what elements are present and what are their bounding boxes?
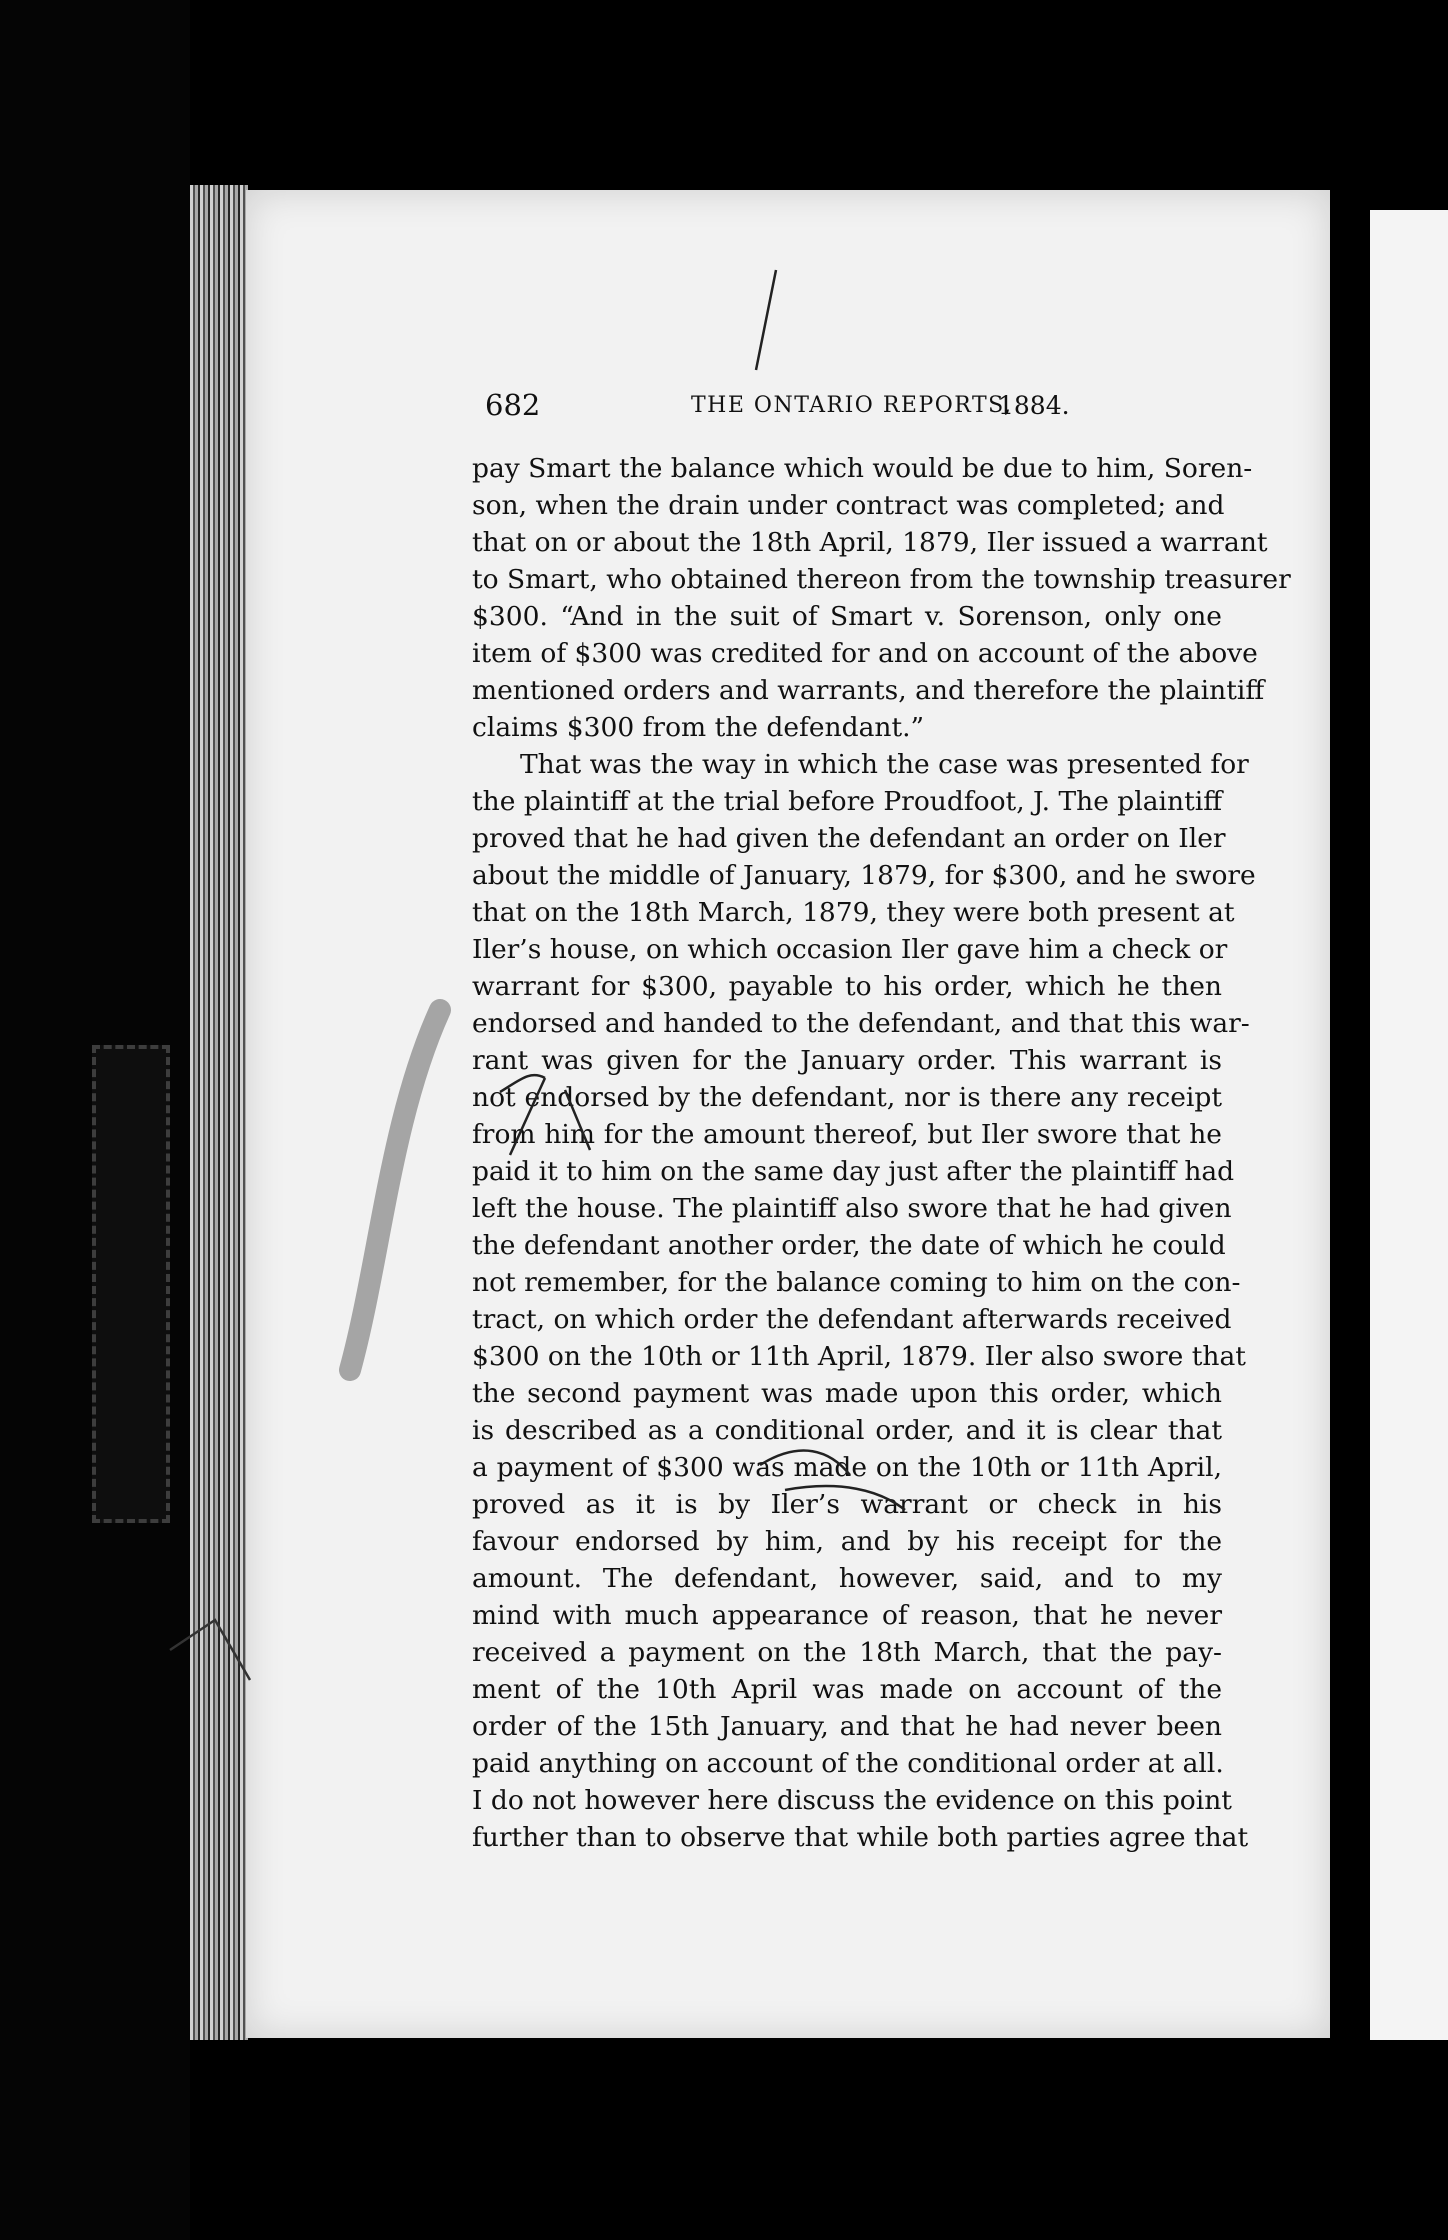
text-line: pay Smart the balance which would be due to him, Soren- [472, 453, 1253, 484]
book-spine-page-edges [190, 185, 248, 2040]
text-line: endorsed and handed to the defendant, and that this war- [472, 1008, 1250, 1039]
text-line: I do not however here discuss the evidence on this point [472, 1785, 1232, 1816]
text-line: not endorsed by the defendant, nor is there any receipt [472, 1082, 1222, 1113]
page-number: 682 [485, 388, 541, 422]
text-line: is described as a conditional order, and it is clear that [472, 1415, 1222, 1446]
text-line: left the house. The plaintiff also swore that he had given [472, 1193, 1232, 1224]
text-line: son, when the drain under contract was completed; and [472, 490, 1225, 521]
text-line: rant was given for the January order. This warrant is [472, 1045, 1222, 1076]
running-year: 1884. [998, 391, 1070, 420]
text-line: $300 on the 10th or 11th April, 1879. Iler also swore that [472, 1341, 1246, 1372]
text-line: proved that he had given the defendant an order on Iler [472, 823, 1226, 854]
text-line: mentioned orders and warrants, and therefore the plaintiff [472, 675, 1265, 706]
text-line: That was the way in which the case was presented for [520, 749, 1249, 780]
text-line: the defendant another order, the date of which he could [472, 1230, 1226, 1261]
text-line: further than to observe that while both parties agree that [472, 1822, 1249, 1853]
text-line: favour endorsed by him, and by his receipt for the [472, 1526, 1222, 1557]
page-header [485, 388, 1240, 428]
running-head: THE ONTARIO REPORTS, [691, 393, 1013, 418]
text-line: tract, on which order the defendant afterwards received [472, 1304, 1232, 1335]
text-line: amount. The defendant, however, said, and to my [472, 1563, 1222, 1594]
text-line: claims $300 from the defendant.” [472, 712, 925, 743]
text-line: the second payment was made upon this order, which [472, 1378, 1222, 1409]
text-line: a payment of $300 was made on the 10th or 11th April, [472, 1452, 1222, 1483]
text-line: mind with much appearance of reason, that he never [472, 1600, 1222, 1631]
text-line: order of the 15th January, and that he had never been [472, 1711, 1222, 1742]
text-line: item of $300 was credited for and on account of the above [472, 638, 1258, 669]
text-line: proved as it is by Iler’s warrant or check in his [472, 1489, 1222, 1520]
facing-page-edge [1370, 210, 1448, 2040]
text-line: to Smart, who obtained thereon from the township treasurer [472, 564, 1291, 595]
text-line: received a payment on the 18th March, that the pay- [472, 1637, 1222, 1668]
text-line: the plaintiff at the trial before Proudfoot, J. The plaintiff [472, 786, 1223, 817]
text-line: $300. “And in the suit of Smart v. Sorenson, only one [472, 601, 1222, 632]
text-line: from him for the amount thereof, but Iler swore that he [472, 1119, 1222, 1150]
text-line: ment of the 10th April was made on account of the [472, 1674, 1222, 1705]
library-stamp [92, 1045, 170, 1523]
text-line: that on the 18th March, 1879, they were both present at [472, 897, 1235, 928]
body-text [472, 450, 1291, 1856]
text-line: about the middle of January, 1879, for $300, and he swore [472, 860, 1256, 891]
text-line: not remember, for the balance coming to him on the con- [472, 1267, 1241, 1298]
text-line: Iler’s house, on which occasion Iler gave him a check or [472, 934, 1228, 965]
text-line: paid it to him on the same day just after the plaintiff had [472, 1156, 1235, 1187]
text-line: that on or about the 18th April, 1879, Iler issued a warrant [472, 527, 1268, 558]
text-line: paid anything on account of the conditional order at all. [472, 1748, 1224, 1779]
text-line: warrant for $300, payable to his order, which he then [472, 971, 1222, 1002]
